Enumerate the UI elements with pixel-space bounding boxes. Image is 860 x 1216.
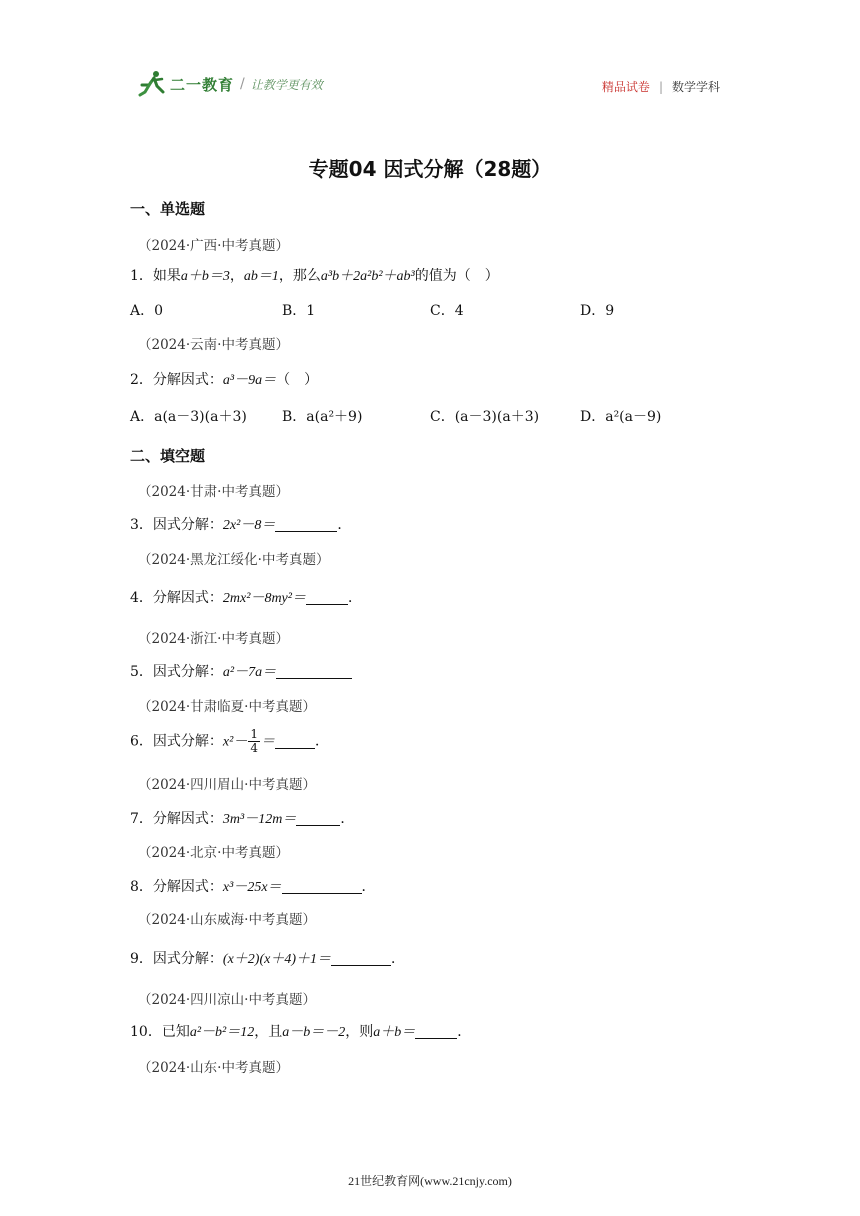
- answer-blank: [306, 590, 348, 605]
- question-6: [130, 728, 329, 755]
- math-expression: a＋b＝: [373, 1025, 416, 1040]
- option-d: D．9: [580, 303, 615, 319]
- page-footer: 21世纪教育网(www.21cnjy.com): [348, 1174, 512, 1188]
- logo: [138, 70, 323, 98]
- answer-blank: [331, 951, 391, 966]
- math-expression: (x＋2)(x＋4)＋1＝: [222, 952, 331, 967]
- runner-logo-icon: [138, 70, 168, 98]
- question-source: （2024·甘肃临夏·中考真题）: [138, 699, 316, 715]
- question-source: （2024·四川凉山·中考真题）: [138, 992, 316, 1008]
- question-source: （2024·山东威海·中考真题）: [138, 912, 316, 928]
- section-heading-fill-in: 二、填空题: [130, 447, 206, 465]
- option-b: B．a(a²＋9): [282, 409, 363, 425]
- math-expression: ＝: [260, 734, 275, 750]
- math-expression: a－b＝－2: [282, 1025, 346, 1040]
- question-10: [130, 1021, 471, 1041]
- question-prefix: 9．因式分解：: [130, 951, 223, 967]
- question-prefix: 1．如果: [130, 268, 181, 284]
- question-4: [130, 587, 362, 607]
- punctuation: ．: [340, 811, 355, 827]
- logo-name: 二一教育: [170, 75, 235, 94]
- question-5: [130, 661, 352, 681]
- fraction-denominator: 4: [250, 741, 258, 755]
- punctuation: ，: [229, 268, 244, 284]
- math-expression: x²－: [222, 734, 248, 750]
- question-prefix: 3．因式分解：: [130, 517, 223, 533]
- answer-blank: [275, 517, 337, 532]
- math-expression: a²－7a＝: [222, 665, 277, 680]
- option-a: A．a(a－3)(a＋3): [130, 409, 247, 425]
- punctuation: ．: [457, 1024, 472, 1040]
- header-paper-label: 精品试卷: [601, 80, 650, 94]
- header-subject: [602, 78, 720, 95]
- question-text: ，那么: [278, 268, 321, 284]
- fraction-numerator: 1: [250, 727, 258, 741]
- question-text: ，且: [254, 1024, 283, 1040]
- option-a: A．0: [130, 303, 164, 319]
- answer-blank: [276, 664, 352, 679]
- question-source: （2024·山东·中考真题）: [138, 1060, 289, 1076]
- question-7: [130, 808, 354, 828]
- math-expression: a³－9a＝: [222, 373, 277, 388]
- question-2: [130, 369, 318, 389]
- question-text: （ ）: [276, 372, 319, 388]
- logo-slogan: 让教学更有效: [250, 77, 323, 92]
- question-1: [130, 265, 499, 285]
- question-3: [130, 514, 351, 534]
- answer-blank: [296, 811, 340, 826]
- fraction: [248, 728, 260, 755]
- option-d: D．a²(a－9): [580, 409, 662, 425]
- punctuation: ．: [314, 733, 329, 750]
- question-source: （2024·甘肃·中考真题）: [138, 484, 289, 500]
- answer-blank: [282, 879, 362, 894]
- page-header: [138, 70, 720, 104]
- question-prefix: 2．分解因式：: [130, 372, 223, 388]
- answer-blank: [275, 734, 315, 749]
- logo-divider: /: [240, 76, 245, 92]
- question-prefix: 10．已知: [130, 1024, 190, 1040]
- math-expression: a＋b＝3: [180, 269, 230, 284]
- math-expression: 3m³－12m＝: [222, 812, 297, 827]
- punctuation: ．: [391, 951, 405, 967]
- punctuation: ．: [337, 517, 352, 533]
- question-source: （2024·四川眉山·中考真题）: [138, 777, 316, 793]
- question-source: （2024·北京·中考真题）: [138, 845, 289, 861]
- math-expression: 2mx²－8my²＝: [222, 591, 306, 606]
- math-expression: x³－25x＝: [222, 880, 282, 895]
- option-c: C．4: [430, 303, 464, 319]
- question-prefix: 8．分解因式：: [130, 879, 223, 895]
- math-expression: 2x²－8＝: [222, 518, 276, 533]
- answer-blank: [415, 1024, 457, 1039]
- question-text: 的值为（ ）: [414, 268, 499, 284]
- punctuation: ．: [361, 879, 376, 895]
- header-separator: |: [658, 79, 663, 94]
- section-heading-single-choice: 一、单选题: [130, 200, 206, 218]
- question-prefix: 7．分解因式：: [130, 811, 223, 827]
- question-9: [130, 948, 405, 968]
- question-prefix: 4．分解因式：: [130, 590, 223, 606]
- question-text: ，则: [345, 1024, 374, 1040]
- option-b: B．1: [282, 303, 316, 319]
- question-prefix: 6．因式分解：: [130, 733, 223, 750]
- math-expression: a²－b²＝12: [189, 1025, 255, 1040]
- question-8: [130, 876, 376, 896]
- page-title: 专题04 因式分解（28题）: [308, 157, 552, 181]
- question-source: （2024·云南·中考真题）: [138, 337, 289, 353]
- question-source: （2024·黑龙江绥化·中考真题）: [138, 552, 330, 568]
- question-source: （2024·广西·中考真题）: [138, 238, 289, 254]
- math-expression: ab＝1: [243, 269, 279, 284]
- math-expression: a³b＋2a²b²＋ab³: [320, 269, 415, 284]
- punctuation: ．: [347, 590, 362, 606]
- header-subject-label: 数学学科: [671, 80, 720, 94]
- question-source: （2024·浙江·中考真题）: [138, 631, 289, 647]
- question-prefix: 5．因式分解：: [130, 664, 223, 680]
- option-c: C．(a－3)(a＋3): [430, 409, 540, 425]
